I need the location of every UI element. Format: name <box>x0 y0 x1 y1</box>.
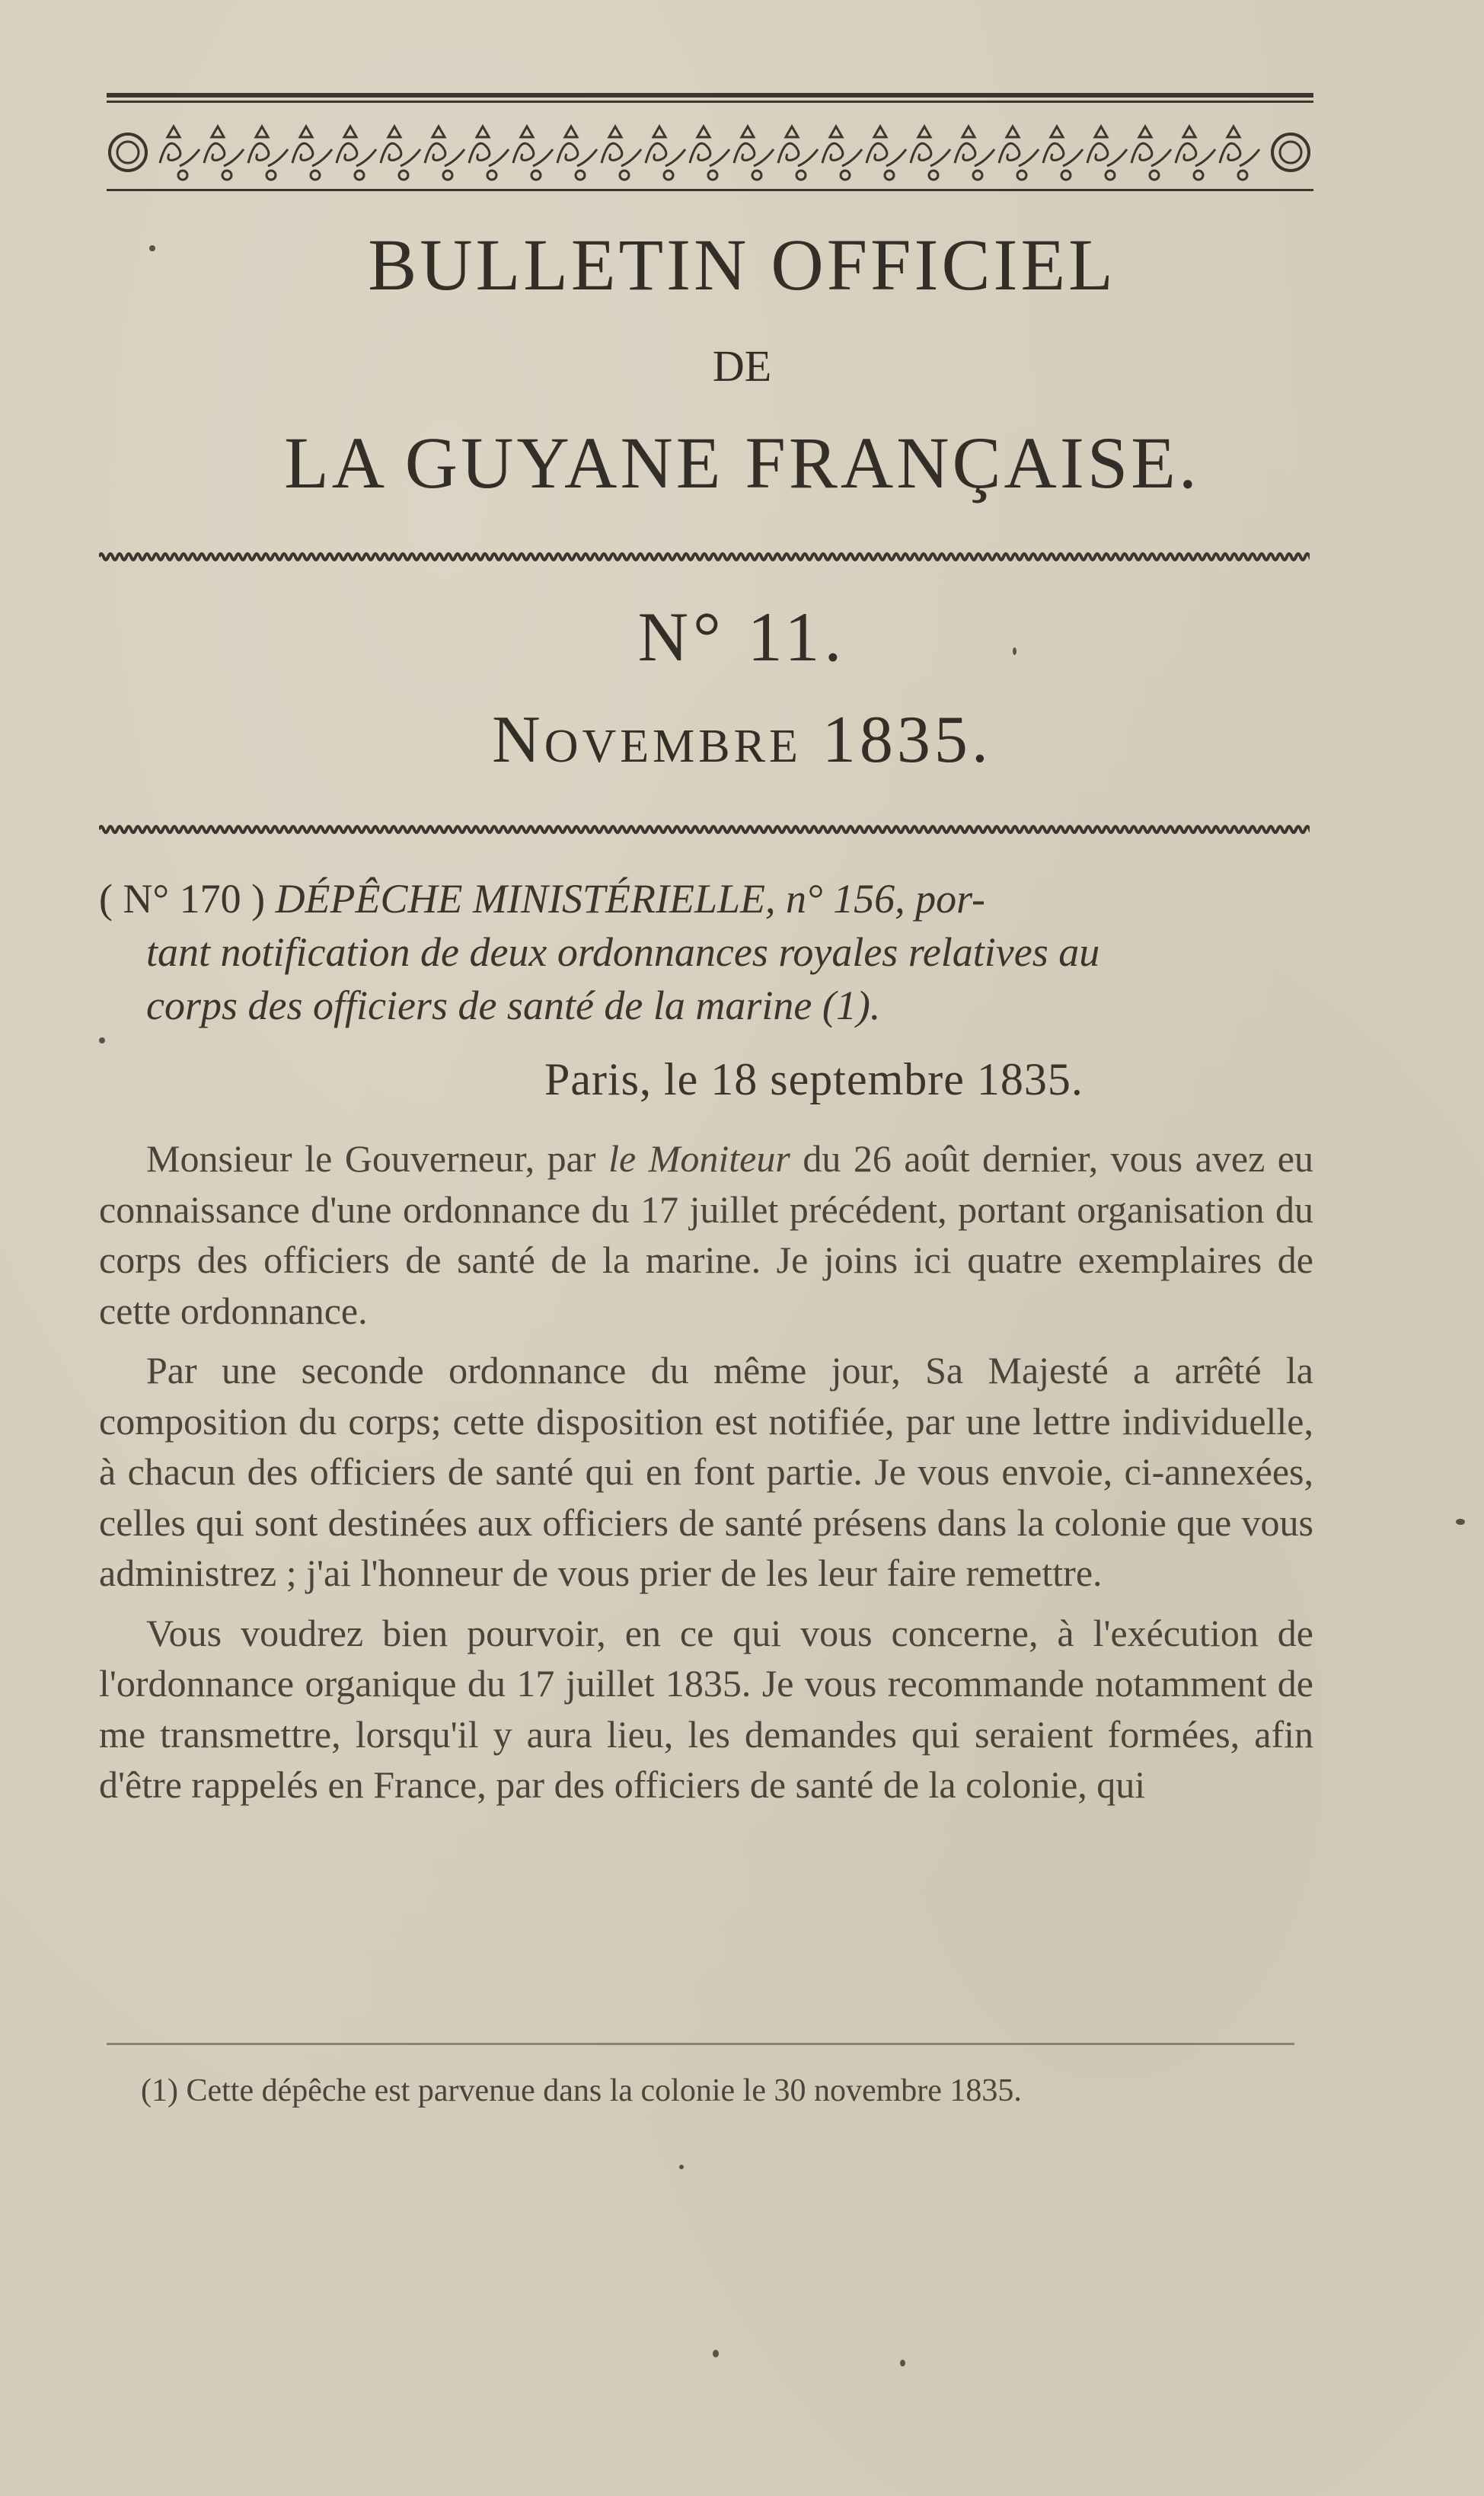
paragraph <box>99 1133 1313 1336</box>
paper-speck <box>149 245 155 251</box>
issue-number: N° 11. <box>637 598 847 676</box>
ornament-graphic <box>107 93 1313 200</box>
article-heading <box>99 872 1317 1032</box>
article-subtitle-line1: tant notification de deux ordonnances royales relatives au <box>146 929 1100 975</box>
footnote: (1) Cette dépêche est parvenue dans la colonie le 30 novembre 1835. <box>141 2073 1022 2108</box>
paper-speck <box>1456 1519 1465 1525</box>
paragraph-text: du 26 août dernier, vous avez eu connaissance d'une ordonnance du 17 juillet précédent, portant organisation du corps des officiers de santé de la marine. Je joins ici quatre exemplaires de cette ordonnance. <box>99 1137 1313 1332</box>
paper-speck <box>679 2165 684 2169</box>
article-subtitle-line2: corps des officiers de santé de la marine (1). <box>146 983 881 1028</box>
paper-speck <box>1013 647 1016 655</box>
dateline: Paris, le 18 septembre 1835. <box>544 1054 1083 1104</box>
masthead-subtitle: LA GUYANE FRANÇAISE. <box>284 422 1200 503</box>
paragraph-text: Vous voudrez bien pourvoir, en ce qui vous concerne, à l'exécution de l'ordonnance organique du 17 juillet 1835. Je vous recommande notamment de me transmettre, lorsqu'il y aura lieu, les demandes qui seraient formées, afin d'être rappelés en France, par des officiers de santé de la colonie, qui <box>99 1611 1313 1806</box>
ornamental-header-band <box>107 93 1313 200</box>
paragraph <box>99 1345 1313 1599</box>
paper-speck <box>99 1037 105 1043</box>
article-body <box>99 1133 1313 1820</box>
masthead-de: DE <box>712 341 772 391</box>
wavy-rule-bottom <box>99 823 1310 836</box>
wavy-rule-graphic <box>99 550 1310 564</box>
footnote-rule <box>107 2043 1294 2045</box>
paper-speck <box>713 2350 719 2357</box>
masthead-title: BULLETIN OFFICIEL <box>368 224 1116 305</box>
issue-date: Novembre 1835. <box>492 703 992 777</box>
paragraph-text: Par une seconde ordonnance du même jour, Sa Majesté a arrêté la composition du corps; cette disposition est notifiée, par une lettre individuelle, à chacun des officiers de santé qui en font partie. Je vous envoie, ci-annexées, celles qui sont destinées aux officiers de santé présens dans la colonie que vous administrez ; j'ai l'honneur de vous prier de les leur faire remettre. <box>99 1349 1313 1594</box>
paper-speck <box>900 2360 905 2367</box>
paragraph-text: Monsieur le Gouverneur, par <box>146 1137 609 1180</box>
paragraph-italic: le Moniteur <box>608 1137 790 1180</box>
wavy-rule-graphic <box>99 823 1310 836</box>
paragraph <box>99 1608 1313 1810</box>
article-number: ( N° 170 ) <box>99 876 266 922</box>
article-title: DÉPÊCHE MINISTÉRIELLE, n° 156, por- <box>275 876 986 922</box>
wavy-rule-top <box>99 550 1310 564</box>
